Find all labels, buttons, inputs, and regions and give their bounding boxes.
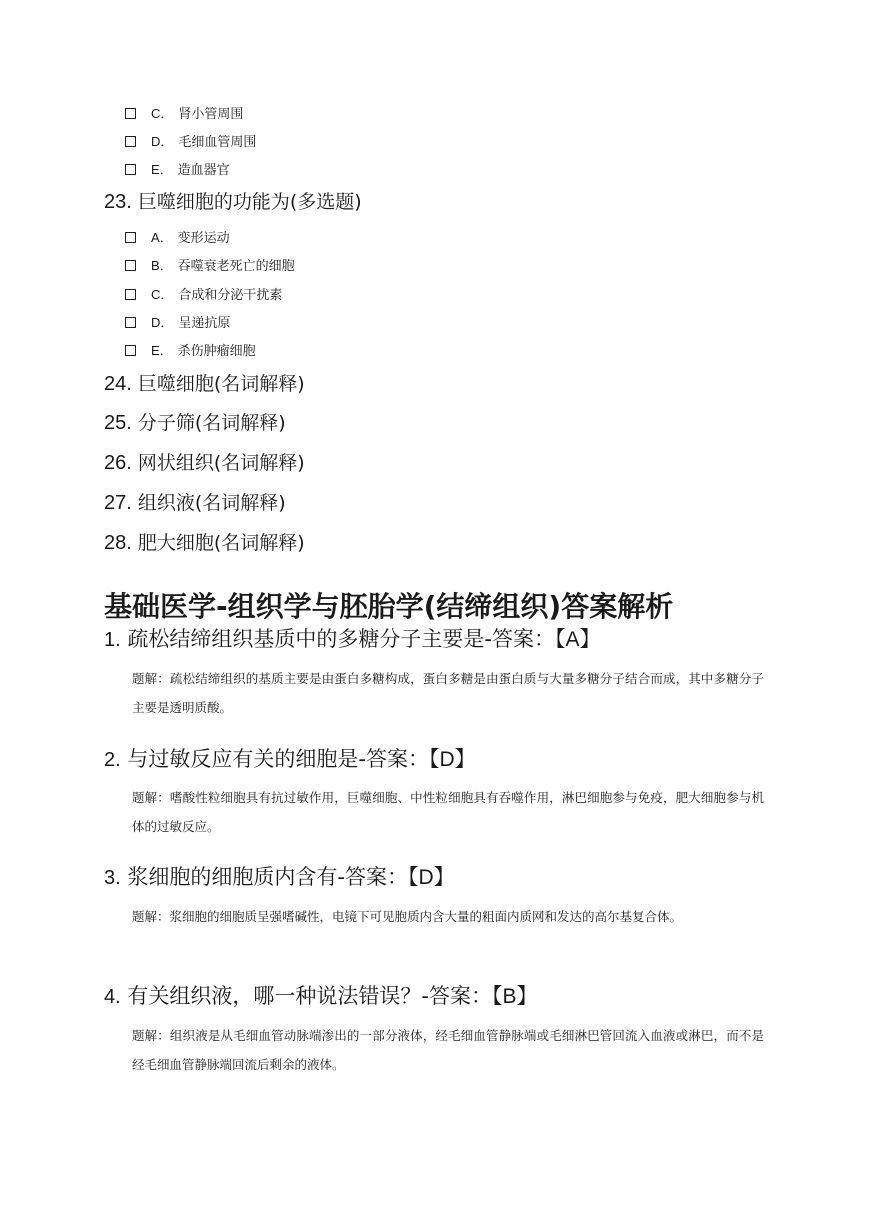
- checkbox-icon[interactable]: [125, 317, 136, 328]
- answer-key: 【D】: [428, 748, 476, 771]
- q23-option-b[interactable]: [125, 256, 295, 276]
- q23-option-c[interactable]: [125, 285, 282, 305]
- q23-option-a[interactable]: [125, 228, 230, 248]
- option-letter: C．: [151, 287, 174, 302]
- question-number: 27.: [104, 492, 132, 514]
- question-text: 巨噬细胞(名词解释): [137, 373, 305, 395]
- question-28: [104, 530, 305, 556]
- explanation-3: 题解：浆细胞的细胞质呈强嗜碱性，电镜下可见胞质内含大量的粗面内质网和发达的高尔基复合体。: [132, 909, 683, 924]
- checkbox-icon[interactable]: [125, 136, 136, 147]
- question-number: 25.: [104, 412, 132, 434]
- q23-option-e[interactable]: [125, 341, 256, 361]
- option-letter: C．: [151, 106, 174, 121]
- question-text: 与过敏反应有关的细胞是-答案：: [127, 747, 429, 771]
- question-number: 28.: [104, 532, 132, 554]
- question-number: 2.: [104, 749, 121, 771]
- question-23: [104, 189, 362, 215]
- option-letter: B．: [151, 258, 173, 273]
- question-text: 分子筛(名词解释): [137, 412, 286, 434]
- option-text: 吞噬衰老死亡的细胞: [177, 259, 295, 274]
- question-number: 24.: [104, 373, 132, 395]
- option-text: 呈递抗原: [178, 316, 231, 331]
- explanation-4: 题解：组织液是从毛细血管动脉端渗出的一部分液体，经毛细血管静脉端或毛细淋巴管回流入血液或淋巴，而不是经毛细血管静脉端回流后剩余的液体。: [132, 1028, 764, 1072]
- q23-option-d[interactable]: [125, 313, 230, 333]
- checkbox-icon[interactable]: [125, 232, 136, 243]
- checkbox-icon[interactable]: [125, 108, 136, 119]
- option-letter: E．: [151, 343, 173, 358]
- explanation-1: 题解：疏松结缔组织的基质主要是由蛋白多糖构成，蛋白多糖是由蛋白质与大量多糖分子结合而成，其中多糖分子主要是透明质酸。: [132, 671, 764, 715]
- option-text: 毛细血管周围: [178, 135, 257, 150]
- question-text: 网状组织(名词解释): [137, 452, 305, 474]
- option-text: 造血器官: [177, 163, 230, 178]
- checkbox-icon[interactable]: [125, 260, 136, 271]
- question-number: 26.: [104, 452, 132, 474]
- q22-option-d[interactable]: [125, 132, 256, 152]
- checkbox-icon[interactable]: [125, 345, 136, 356]
- question-text: 组织液(名词解释): [137, 492, 286, 514]
- q22-option-c[interactable]: [125, 104, 243, 124]
- option-text: 变形运动: [177, 231, 230, 246]
- question-text: 肥大细胞(名词解释): [137, 532, 305, 554]
- question-27: [104, 490, 286, 516]
- answer-key: 【D】: [407, 866, 455, 889]
- question-24: [104, 371, 305, 397]
- option-text: 肾小管周围: [178, 107, 244, 122]
- checkbox-icon[interactable]: [125, 289, 136, 300]
- question-text: 浆细胞的细胞质内含有-答案：: [127, 865, 408, 889]
- answer-question-2: [104, 745, 476, 773]
- question-number: 1.: [104, 629, 121, 651]
- answer-question-1: [104, 625, 600, 653]
- option-text: 杀伤肿瘤细胞: [177, 344, 256, 359]
- option-letter: D．: [151, 315, 174, 330]
- question-text: 有关组织液，哪一种说法错误？-答案：: [127, 984, 492, 1008]
- question-text: 疏松结缔组织基质中的多糖分子主要是-答案：: [127, 627, 555, 651]
- option-letter: A．: [151, 230, 173, 245]
- answer-key: 【B】: [491, 985, 538, 1008]
- answer-question-3: [104, 863, 455, 891]
- question-25: [104, 410, 286, 436]
- option-letter: D．: [151, 134, 174, 149]
- option-letter: E．: [151, 162, 173, 177]
- q22-option-e[interactable]: [125, 160, 230, 180]
- question-text: 巨噬细胞的功能为(多选题): [137, 191, 362, 213]
- answer-question-4: [104, 982, 537, 1010]
- option-text: 合成和分泌干扰素: [178, 288, 283, 303]
- explanation-2: 题解：嗜酸性粒细胞具有抗过敏作用，巨噬细胞、中性粒细胞具有吞噬作用，淋巴细胞参与免疫，肥大细胞参与机体的过敏反应。: [132, 790, 764, 834]
- answer-key: 【A】: [554, 628, 601, 651]
- section-title: 基础医学-组织学与胚胎学(结缔组织)答案解析: [104, 590, 674, 623]
- checkbox-icon[interactable]: [125, 164, 136, 175]
- question-number: 4.: [104, 986, 121, 1008]
- question-number: 3.: [104, 867, 121, 889]
- question-number: 23.: [104, 191, 132, 213]
- question-26: [104, 450, 305, 476]
